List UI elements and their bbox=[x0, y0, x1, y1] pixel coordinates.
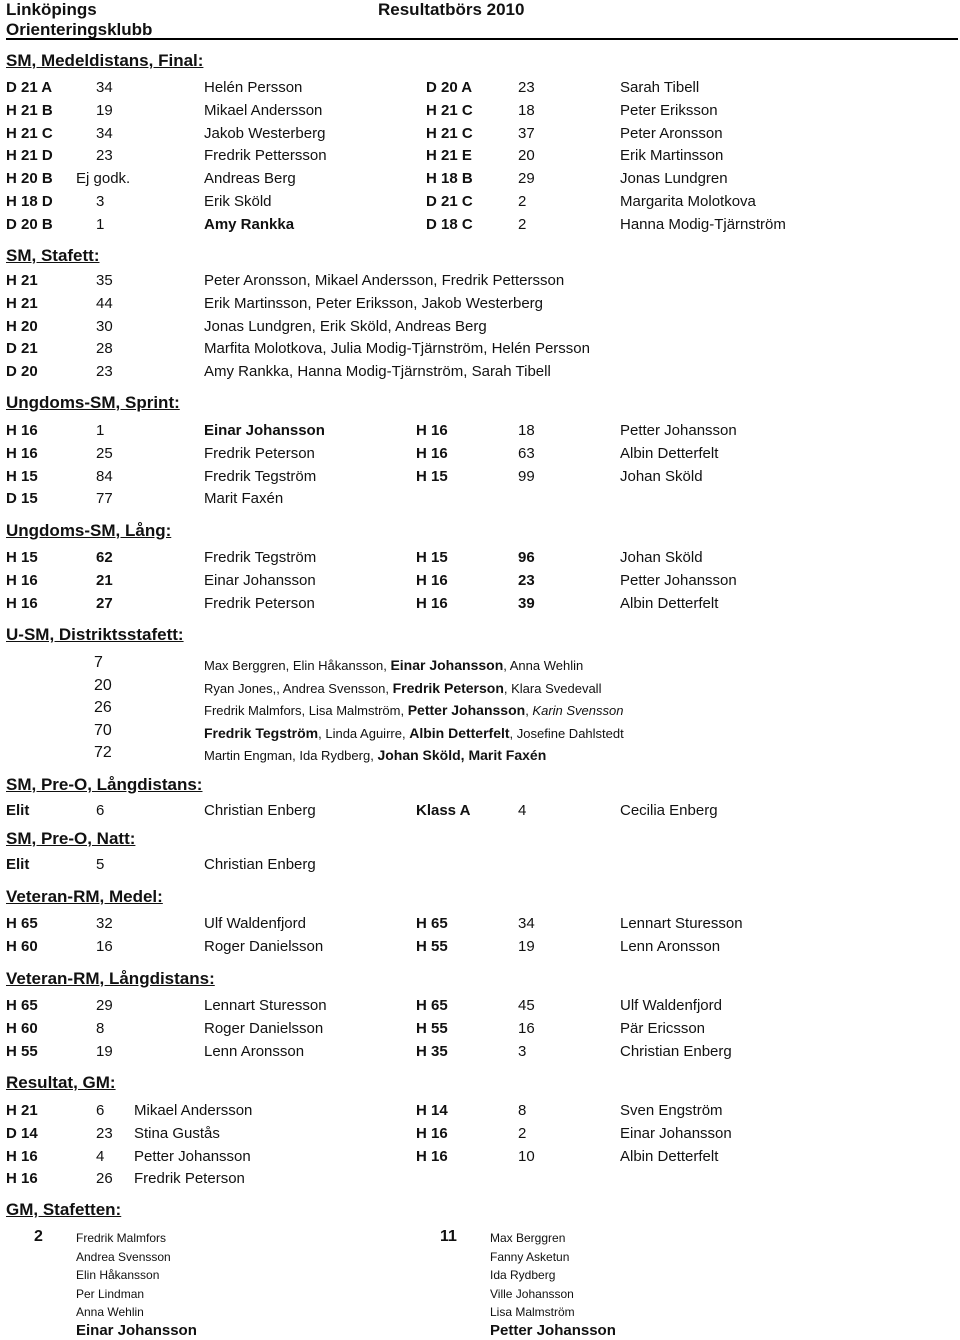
runner-name: Lennart Sturesson bbox=[204, 997, 327, 1014]
result-row bbox=[6, 570, 956, 592]
section-title-usm-distrikt: U-SM, Distriktsstafett: bbox=[6, 625, 184, 644]
placing: 6 bbox=[96, 802, 105, 819]
separator: , bbox=[318, 725, 326, 741]
result-row bbox=[6, 191, 956, 213]
member: Max Berggren, Elin Håkansson bbox=[204, 658, 384, 673]
runner-name-right: Petter Johansson bbox=[620, 422, 737, 439]
class-label: H 15 bbox=[6, 467, 38, 485]
section-title-sm-medel: SM, Medeldistans, Final: bbox=[6, 51, 204, 70]
runner-name: Andreas Berg bbox=[204, 170, 296, 188]
runner-name: Fredrik Peterson bbox=[134, 1170, 245, 1188]
class-label-right: H 21 C bbox=[426, 101, 473, 119]
class-label: H 16 bbox=[6, 594, 38, 612]
section-title-usm-lang: Ungdoms-SM, Lång: bbox=[6, 521, 172, 540]
class-label: H 60 bbox=[6, 1019, 38, 1037]
section-title-usm-sprint: Ungdoms-SM, Sprint: bbox=[6, 393, 180, 412]
placing-right: 39 bbox=[518, 594, 535, 612]
result-row bbox=[6, 270, 956, 292]
placing-right: 18 bbox=[518, 101, 535, 119]
relay-team-row bbox=[6, 697, 956, 719]
placing: 1 bbox=[96, 215, 105, 233]
class-label: H 21 bbox=[6, 1102, 38, 1119]
club-name-line2: Orienteringsklubb bbox=[6, 20, 153, 39]
placing: 19 bbox=[96, 101, 113, 119]
result-row bbox=[6, 1123, 956, 1145]
club-name bbox=[6, 0, 152, 40]
runner-name: Lenn Aronsson bbox=[204, 1042, 305, 1060]
class-label-right: H 35 bbox=[416, 1042, 448, 1060]
class-label: H 18 D bbox=[6, 193, 53, 210]
runner-name: Fredrik Peterson bbox=[204, 594, 315, 612]
club-name-line1: Linköpings bbox=[6, 0, 97, 19]
runner-name-right: Albin Detterfelt bbox=[620, 594, 719, 612]
runner-name-right: Albin Detterfelt bbox=[620, 444, 719, 462]
placing-right: 4 bbox=[518, 802, 527, 819]
runner-name: Amy Rankka bbox=[204, 215, 295, 233]
section-title-vet-lang: Veteran-RM, Långdistans: bbox=[6, 969, 215, 988]
runner-name-right: Jonas Lundgren bbox=[620, 170, 728, 188]
runner-names: Marfita Molotkova, Julia Modig-Tjärnström, Helén Persson bbox=[204, 340, 590, 358]
placing-right: 23 bbox=[518, 79, 535, 96]
team-member: Andrea Svensson bbox=[76, 1249, 171, 1264]
class-label: H 21 C bbox=[6, 124, 53, 142]
section-title-gm: Resultat, GM: bbox=[6, 1073, 116, 1092]
member: Ryan Jones,, Andrea Svensson bbox=[204, 680, 386, 696]
runner-name: Jakob Westerberg bbox=[204, 124, 326, 142]
class-label: H 55 bbox=[6, 1042, 38, 1060]
runner-name: Erik Sköld bbox=[204, 193, 272, 210]
runner-name: Marit Faxén bbox=[204, 490, 284, 508]
result-row bbox=[6, 936, 956, 958]
result-row bbox=[6, 466, 956, 488]
separator: , bbox=[503, 658, 510, 673]
runner-name-right: Peter Aronsson bbox=[620, 124, 723, 142]
result-row bbox=[6, 123, 956, 145]
class-label-right: H 65 bbox=[416, 997, 448, 1014]
section-title-preo-lang: SM, Pre-O, Långdistans: bbox=[6, 775, 203, 794]
team-member: Fredrik Malmfors bbox=[76, 1231, 167, 1245]
team-members bbox=[204, 654, 583, 677]
team-member: Per Lindman bbox=[76, 1286, 145, 1301]
class-label: H 21 bbox=[6, 294, 38, 312]
result-row bbox=[6, 995, 956, 1017]
team-placing: 7 bbox=[94, 654, 103, 671]
class-label-right: H 15 bbox=[416, 549, 448, 566]
relay-team-row bbox=[6, 675, 956, 697]
class-label-right: H 55 bbox=[416, 1019, 448, 1037]
placing: 35 bbox=[96, 272, 113, 289]
runner-name-right: Peter Eriksson bbox=[620, 101, 718, 119]
result-row bbox=[6, 593, 956, 615]
runner-name: Christian Enberg bbox=[204, 856, 316, 873]
runner-name-right: Petter Johansson bbox=[620, 571, 737, 589]
class-label: Elit bbox=[6, 802, 30, 819]
class-label: H 16 bbox=[6, 571, 38, 589]
runner-name-right: Sarah Tibell bbox=[620, 79, 700, 96]
relay-team-row bbox=[6, 742, 956, 764]
runner-name: Einar Johansson bbox=[204, 571, 316, 589]
runner-name-right: Johan Sköld bbox=[620, 467, 703, 485]
team-member-bold: Einar Johansson bbox=[76, 1321, 197, 1339]
runner-name: Einar Johansson bbox=[204, 422, 325, 439]
class-label-right: H 15 bbox=[416, 467, 448, 485]
placing-right: 20 bbox=[518, 147, 535, 165]
team-placing: 11 bbox=[440, 1228, 457, 1245]
result-row bbox=[6, 214, 956, 236]
placing: 84 bbox=[96, 467, 113, 485]
class-label-right: H 16 bbox=[416, 1147, 448, 1165]
placing-right: 2 bbox=[518, 193, 527, 210]
team-member: Elin Håkansson bbox=[76, 1268, 160, 1282]
runner-names: Erik Martinsson, Peter Eriksson, Jakob Westerberg bbox=[204, 294, 544, 312]
separator: , bbox=[385, 680, 393, 696]
member-bold: Fredrik Peterson bbox=[392, 679, 504, 696]
placing: 32 bbox=[96, 915, 113, 932]
runner-name-right: Albin Detterfelt bbox=[620, 1147, 719, 1165]
result-row bbox=[6, 1100, 956, 1122]
team-member: Lisa Malmström bbox=[490, 1305, 575, 1319]
placing: 29 bbox=[96, 997, 113, 1014]
placing-right: 2 bbox=[518, 215, 527, 233]
class-label: H 21 D bbox=[6, 147, 53, 165]
team-member: Ville Johansson bbox=[490, 1286, 574, 1301]
class-label: H 60 bbox=[6, 937, 38, 955]
team-member: Fanny Asketun bbox=[490, 1249, 570, 1264]
placing: 4 bbox=[96, 1147, 105, 1165]
runner-name-right: Lenn Aronsson bbox=[620, 937, 721, 955]
section-title-gm-stafett: GM, Stafetten: bbox=[6, 1200, 122, 1219]
class-label-right: H 55 bbox=[416, 937, 448, 955]
placing: 27 bbox=[96, 594, 113, 612]
team-placing: 2 bbox=[34, 1228, 43, 1245]
placing: 77 bbox=[96, 490, 113, 508]
runner-name-right: Ulf Waldenfjord bbox=[620, 997, 722, 1014]
relay-team-row bbox=[6, 720, 956, 742]
runner-name-right: Hanna Modig-Tjärnström bbox=[620, 215, 786, 233]
runner-name-right: Einar Johansson bbox=[620, 1124, 732, 1142]
runner-name: Fredrik Pettersson bbox=[204, 147, 327, 165]
placing-right: 99 bbox=[518, 467, 535, 485]
placing: 5 bbox=[96, 856, 105, 873]
placing: 23 bbox=[96, 147, 113, 165]
member: Linda Aguirre bbox=[325, 725, 402, 741]
separator: , bbox=[401, 725, 410, 741]
placing: 1 bbox=[96, 422, 105, 439]
header-divider bbox=[6, 38, 958, 40]
runner-name-right: Johan Sköld bbox=[620, 549, 703, 566]
placing-right: 23 bbox=[518, 571, 535, 589]
runner-name: Christian Enberg bbox=[204, 802, 316, 819]
result-row bbox=[6, 338, 956, 360]
placing: 62 bbox=[96, 549, 113, 566]
team-placing: 26 bbox=[94, 699, 112, 717]
team-placing: 72 bbox=[94, 744, 112, 762]
runner-name-right: Pär Ericsson bbox=[620, 1019, 706, 1037]
runner-name: Fredrik Tegström bbox=[204, 549, 317, 566]
team-members bbox=[204, 677, 601, 700]
runner-name: Ulf Waldenfjord bbox=[204, 915, 306, 932]
class-label-right: H 14 bbox=[416, 1102, 448, 1119]
separator: , bbox=[400, 703, 408, 719]
class-label-right: H 65 bbox=[416, 915, 448, 932]
placing: 44 bbox=[96, 294, 113, 312]
member-bold: Albin Detterfelt bbox=[409, 724, 510, 741]
placing: 23 bbox=[96, 1124, 113, 1142]
placing: 21 bbox=[96, 571, 113, 589]
team-member-bold: Petter Johansson bbox=[490, 1321, 616, 1339]
runner-name-right: Lennart Sturesson bbox=[620, 915, 743, 932]
class-label-right: H 16 bbox=[416, 1124, 448, 1142]
placing: 23 bbox=[96, 363, 113, 381]
separator: , bbox=[503, 680, 512, 696]
result-row bbox=[6, 1041, 956, 1063]
runner-name: Stina Gustås bbox=[134, 1124, 220, 1142]
result-row bbox=[6, 1018, 956, 1040]
section-title-preo-natt: SM, Pre-O, Natt: bbox=[6, 829, 136, 848]
runner-name-right: Sven Engström bbox=[620, 1102, 723, 1119]
class-label-right: H 16 bbox=[416, 594, 448, 612]
class-label: D 14 bbox=[6, 1124, 38, 1142]
class-label: H 21 bbox=[6, 272, 38, 289]
result-row bbox=[6, 913, 956, 935]
runner-name-right: Erik Martinsson bbox=[620, 147, 724, 165]
class-label-right: H 16 bbox=[416, 444, 448, 462]
team-member: Anna Wehlin bbox=[76, 1305, 144, 1319]
class-label: H 65 bbox=[6, 915, 38, 932]
section-title-sm-stafett: SM, Stafett: bbox=[6, 246, 100, 265]
member: Martin Engman, Ida Rydberg bbox=[204, 748, 371, 764]
placing: 19 bbox=[96, 1042, 113, 1060]
placing-right: 16 bbox=[518, 1019, 535, 1037]
placing: Ej godk. bbox=[76, 170, 131, 188]
class-label: H 16 bbox=[6, 1147, 38, 1165]
class-label: H 16 bbox=[6, 444, 38, 462]
separator: , bbox=[383, 658, 391, 673]
placing-right: 3 bbox=[518, 1042, 527, 1060]
class-label: D 21 A bbox=[6, 79, 53, 96]
result-row bbox=[6, 168, 956, 190]
runner-name-right: Margarita Molotkova bbox=[620, 193, 756, 210]
class-label: D 20 bbox=[6, 363, 38, 381]
placing: 34 bbox=[96, 79, 113, 96]
class-label-right: H 21 E bbox=[426, 147, 472, 165]
result-row bbox=[6, 488, 956, 510]
result-row bbox=[6, 361, 956, 383]
page-title: Resultatbörs 2010 bbox=[378, 0, 525, 19]
team-member-list bbox=[490, 1229, 616, 1340]
class-label-right: H 21 C bbox=[426, 124, 473, 142]
class-label: H 65 bbox=[6, 997, 38, 1014]
placing-right: 37 bbox=[518, 124, 535, 142]
class-label-right: D 21 C bbox=[426, 193, 473, 210]
member-bold: Petter Johansson bbox=[407, 702, 526, 719]
result-row bbox=[6, 145, 956, 167]
runner-name-right: Christian Enberg bbox=[620, 1042, 732, 1060]
placing-right: 19 bbox=[518, 937, 535, 955]
placing: 16 bbox=[96, 937, 113, 955]
result-row bbox=[6, 800, 956, 822]
class-label: H 16 bbox=[6, 1170, 38, 1188]
class-label: H 15 bbox=[6, 549, 38, 566]
placing-right: 8 bbox=[518, 1102, 527, 1119]
placing: 3 bbox=[96, 193, 105, 210]
member: , Josefine Dahlstedt bbox=[509, 725, 624, 741]
class-label: H 21 B bbox=[6, 101, 53, 119]
member-bold: Johan Sköld, Marit Faxén bbox=[377, 747, 547, 764]
member-bold: Einar Johansson bbox=[390, 657, 504, 673]
result-row bbox=[6, 443, 956, 465]
result-row bbox=[6, 1146, 956, 1168]
class-label: H 16 bbox=[6, 422, 38, 439]
class-label-right: H 16 bbox=[416, 571, 448, 589]
runner-name-right: Cecilia Enberg bbox=[620, 802, 718, 819]
class-label-right: D 20 A bbox=[426, 79, 473, 96]
runner-name: Petter Johansson bbox=[134, 1147, 251, 1165]
member-bold: Fredrik Tegström bbox=[204, 724, 319, 741]
runner-names: Jonas Lundgren, Erik Sköld, Andreas Berg bbox=[204, 317, 487, 335]
team-member: Max Berggren bbox=[490, 1231, 566, 1245]
result-row bbox=[6, 420, 956, 442]
placing: 30 bbox=[96, 317, 113, 335]
runner-names: Peter Aronsson, Mikael Andersson, Fredrik Pettersson bbox=[204, 272, 565, 289]
result-row bbox=[6, 293, 956, 315]
page-header bbox=[6, 0, 956, 40]
separator: , bbox=[370, 748, 378, 764]
runner-name: Mikael Andersson bbox=[134, 1102, 253, 1119]
team-member: Ida Rydberg bbox=[490, 1268, 556, 1282]
class-label: D 15 bbox=[6, 490, 38, 508]
team-placing: 70 bbox=[94, 721, 112, 739]
class-label-right: H 16 bbox=[416, 422, 448, 439]
placing: 34 bbox=[96, 124, 113, 142]
team-members bbox=[204, 744, 546, 767]
placing: 28 bbox=[96, 340, 113, 358]
placing-right: 2 bbox=[518, 1124, 527, 1142]
class-label: Elit bbox=[6, 856, 30, 873]
placing-right: 63 bbox=[518, 444, 535, 462]
team-member-list bbox=[76, 1229, 197, 1340]
runner-name: Fredrik Tegström bbox=[204, 467, 317, 485]
class-label: H 20 bbox=[6, 317, 38, 335]
placing: 26 bbox=[96, 1170, 113, 1188]
placing-right: 34 bbox=[518, 915, 535, 932]
class-label-right: H 18 B bbox=[426, 170, 473, 188]
runner-name: Helén Persson bbox=[204, 79, 303, 96]
runner-name: Fredrik Peterson bbox=[204, 444, 315, 462]
result-row bbox=[6, 316, 956, 338]
team-members bbox=[204, 699, 623, 722]
result-row bbox=[6, 1168, 956, 1190]
member: Karin Svensson bbox=[532, 703, 624, 719]
runner-names: Amy Rankka, Hanna Modig-Tjärnström, Sarah Tibell bbox=[204, 363, 551, 381]
member: Klara Svedevall bbox=[511, 680, 602, 696]
placing: 25 bbox=[96, 444, 113, 462]
runner-name: Roger Danielsson bbox=[204, 1019, 324, 1037]
result-row bbox=[6, 100, 956, 122]
class-label: D 20 B bbox=[6, 215, 53, 233]
runner-name: Roger Danielsson bbox=[204, 937, 324, 955]
placing: 6 bbox=[96, 1102, 105, 1119]
member: Fredrik Malmfors, Lisa Malmström bbox=[204, 703, 401, 719]
class-label-right: D 18 C bbox=[426, 215, 473, 233]
placing-right: 18 bbox=[518, 422, 535, 439]
team-members bbox=[204, 722, 624, 745]
result-row bbox=[6, 547, 956, 569]
result-row bbox=[6, 854, 956, 876]
team-placing: 20 bbox=[94, 676, 112, 694]
class-label: H 20 B bbox=[6, 170, 53, 188]
result-row bbox=[6, 77, 956, 99]
placing: 8 bbox=[96, 1019, 105, 1037]
class-label: D 21 bbox=[6, 340, 38, 358]
relay-team-row bbox=[6, 652, 956, 674]
placing-right: 96 bbox=[518, 549, 535, 566]
class-label-right: Klass A bbox=[416, 802, 471, 819]
member: Anna Wehlin bbox=[509, 658, 584, 673]
separator: , bbox=[525, 703, 533, 719]
placing-right: 29 bbox=[518, 170, 535, 188]
placing-right: 10 bbox=[518, 1147, 535, 1165]
section-title-vet-medel: Veteran-RM, Medel: bbox=[6, 887, 163, 906]
runner-name: Mikael Andersson bbox=[204, 101, 323, 119]
placing-right: 45 bbox=[518, 997, 535, 1014]
